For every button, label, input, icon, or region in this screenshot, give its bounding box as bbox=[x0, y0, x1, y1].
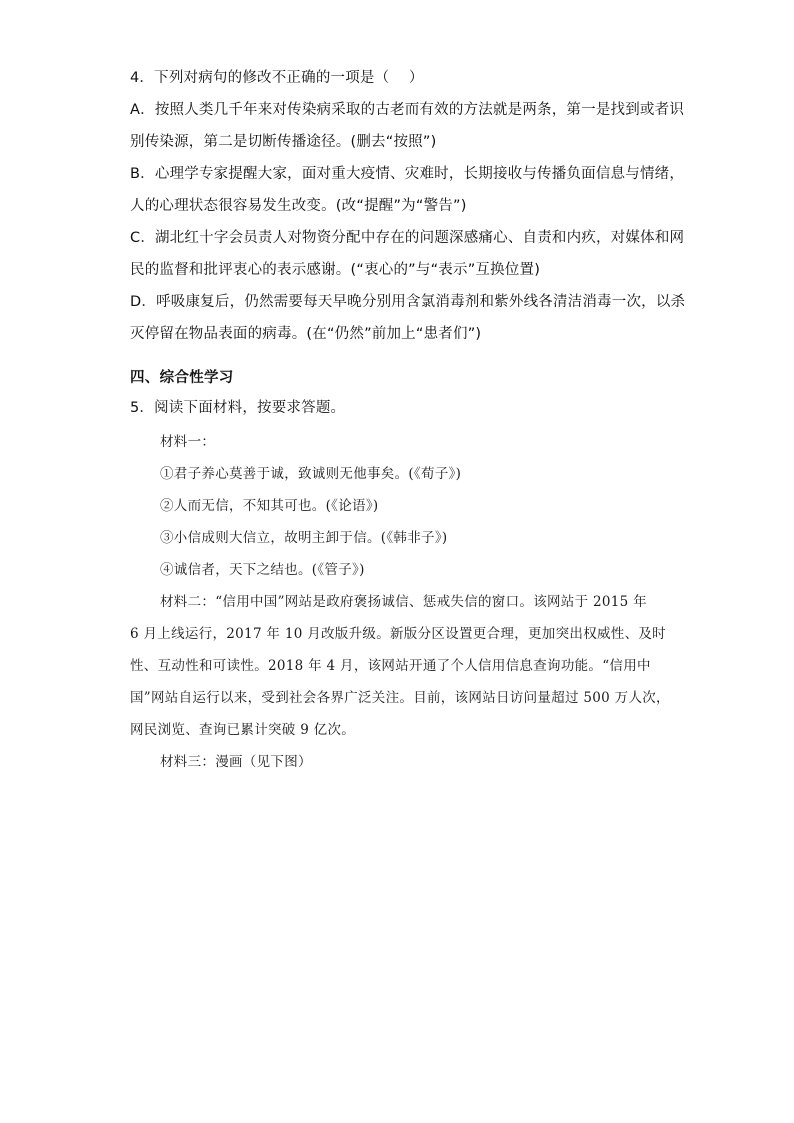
option-a-line-1: A．按照人类几千年来对传染病采取的古老而有效的方法就是两条，第一是找到或者识 bbox=[130, 102, 685, 118]
material-1-item-1: ①君子养心莫善于诚，致诚则无他事矣。(《荀子》) bbox=[160, 466, 462, 482]
material-3-label: 材料三：漫画（见下图） bbox=[160, 754, 312, 770]
option-b-line-2: 人的心理状态很容易发生改变。(改“提醒”为“警告”) bbox=[130, 198, 467, 214]
question-5-stem: 5．阅读下面材料，按要求答题。 bbox=[130, 400, 346, 416]
material-2-line-2: 6 月上线运行，2017 年 10 月改版升级。新版分区设置更合理，更加突出权威性、及时 bbox=[130, 626, 666, 642]
question-5 bbox=[130, 392, 670, 778]
material-2-line-4: 国”网站自运行以来，受到社会各界广泛关注。目前，该网站日访问量超过 500 万人次， bbox=[130, 690, 670, 706]
option-c-line-2: 民的监督和批评衷心的表示感谢。(“衷心的”与“表示”互换位置) bbox=[130, 262, 541, 278]
question-4-option-c bbox=[130, 222, 685, 286]
question-4-option-b bbox=[130, 158, 685, 222]
option-d-line-2: 灭停留在物品表面的病毒。(在“仍然”前加上“患者们”) bbox=[130, 326, 482, 342]
question-4 bbox=[130, 62, 686, 350]
option-a-line-2: 别传染源，第二是切断传播途径。(删去“按照”) bbox=[130, 134, 437, 150]
material-1-item-4: ④诚信者，天下之结也。(《管子》) bbox=[160, 562, 365, 578]
question-4-stem: 4．下列对病句的修改不正确的一项是（ ） bbox=[130, 70, 424, 86]
material-3 bbox=[130, 746, 670, 778]
material-1-item-2: ②人而无信，不知其可也。(《论语》) bbox=[160, 498, 379, 514]
material-1-item-3: ③小信成则大信立，故明主卸于信。(《韩非子》) bbox=[160, 530, 448, 546]
material-2-line-1: 材料二：“信用中国”网站是政府褒扬诚信、惩戒失信的窗口。该网站于 2015 年 bbox=[160, 594, 647, 610]
question-4-option-d bbox=[130, 286, 686, 350]
question-4-option-a bbox=[130, 94, 685, 158]
material-2-line-3: 性、互动性和可读性。2018 年 4 月，该网站开通了个人信用信息查询功能。“信用中 bbox=[130, 658, 651, 674]
page-content bbox=[130, 62, 686, 778]
material-1-label: 材料一： bbox=[160, 434, 216, 450]
material-1 bbox=[130, 426, 670, 778]
material-2 bbox=[130, 586, 670, 746]
option-d-line-1: D．呼吸康复后，仍然需要每天早晚分别用含氯消毒剂和紫外线各清洁消毒一次，以杀 bbox=[130, 294, 686, 310]
section-4-title: 四、综合性学习 bbox=[130, 370, 234, 386]
option-b-line-1: B．心理学专家提醒大家，面对重大疫情、灾难时，长期接收与传播负面信息与情绪， bbox=[130, 166, 685, 182]
material-2-line-5: 网民浏览、查询已累计突破 9 亿次。 bbox=[130, 722, 356, 738]
option-c-line-1: C．湖北红十字会员责人对物资分配中存在的问题深感痛心、自责和内疚，对媒体和网 bbox=[130, 230, 685, 246]
